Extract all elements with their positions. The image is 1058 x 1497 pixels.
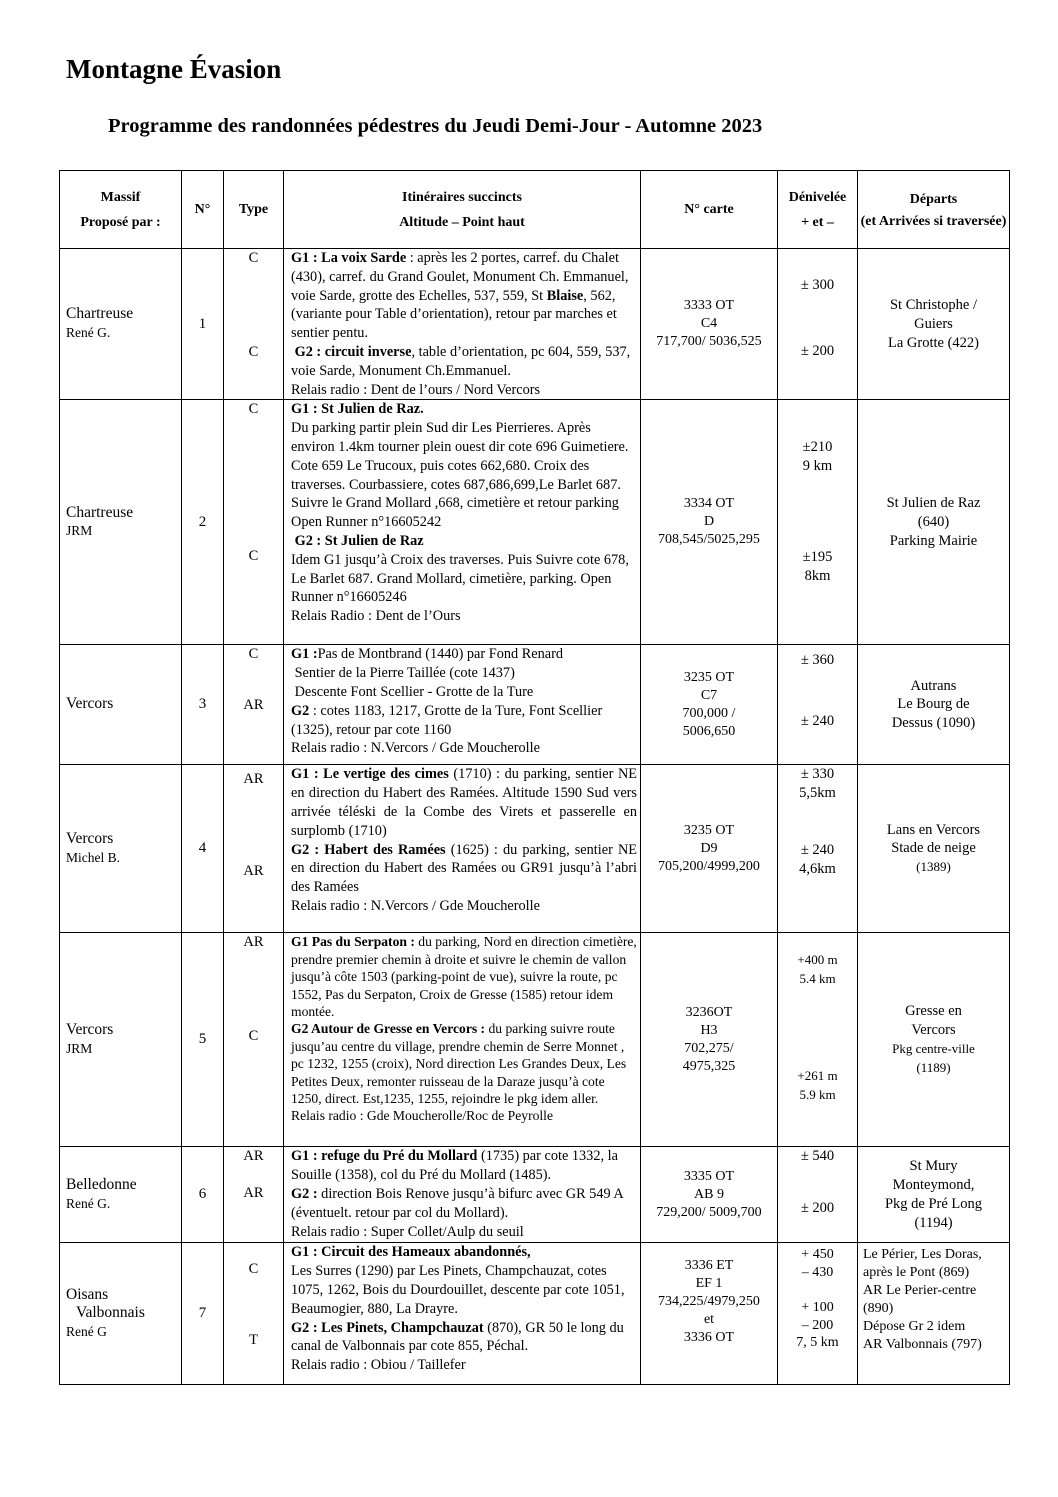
col-header-itin: Itinéraires succincts Altitude – Point haut xyxy=(284,171,641,249)
massif-cell: Vercors xyxy=(60,645,182,765)
table-row xyxy=(60,1243,1010,1385)
massif-cell: Oisans Valbonnais René G xyxy=(60,1243,182,1385)
type-cell: AR C xyxy=(224,933,284,1147)
itinerary-cell: G1 : St Julien de Raz. Du parking partir plein Sud dir Les Pierrieres. Après environ 1.4km tourner plein ouest dir cote 696 Guimetiere. Cote 659 Le Trucoux, puis cotes 662,680. Croix des traverses. Courbassiere, cotes 687,686,699,Le Barlet 687. Suivre le Grand Mollard ,668, cimetière et retour parking Open Runner n°16605242 G2 : St Julien de Raz Idem G1 jusqu’à Croix des traverses. Puis Suivre cote 678, Le Barlet 687. Grand Mollard, cimetière, parking. Open Runner n°16605246 Relais Radio : Dent de l’Ours xyxy=(284,400,641,645)
table-row xyxy=(60,249,1010,400)
type-cell: AR AR xyxy=(224,765,284,933)
deniv-cell: ±210 9 km ±195 8km xyxy=(778,400,858,645)
carte-cell: 3235 OT C7 700,000 / 5006,650 xyxy=(641,645,778,765)
table-row xyxy=(60,400,1010,645)
num-cell: 1 xyxy=(182,249,224,400)
massif-cell: Belledonne René G. xyxy=(60,1147,182,1243)
itinerary-cell: G1 : Circuit des Hameaux abandonnés, Les Surres (1290) par Les Pinets, Champchauzat, cotes 1075, 1262, Bois du Dourdouillet, descente par cote 1051, Beaumogier, 880, La Drayre. G2 : Les Pinets, Champchauzat (870), GR 50 le long du canal de Valbonnais par cote 855, Péchal. Relais radio : Obiou / Taillefer xyxy=(284,1243,641,1385)
carte-cell: 3235 OT D9 705,200/4999,200 xyxy=(641,765,778,933)
deniv-cell: +400 m 5.4 km +261 m 5.9 km xyxy=(778,933,858,1147)
departs-cell: St Julien de Raz (640) Parking Mairie xyxy=(858,400,1010,645)
massif-cell: Vercors Michel B. xyxy=(60,765,182,933)
col-header-massif: Massif Proposé par : xyxy=(60,171,182,249)
deniv-cell: ± 330 5,5km ± 240 4,6km xyxy=(778,765,858,933)
carte-cell: 3333 OT C4 717,700/ 5036,525 xyxy=(641,249,778,400)
num-cell: 6 xyxy=(182,1147,224,1243)
carte-cell: 3335 OT AB 9 729,200/ 5009,700 xyxy=(641,1147,778,1243)
itinerary-cell: G1 : La voix Sarde : après les 2 portes, carref. du Chalet (430), carref. du Grand Goulet, Monument Ch. Emmanuel, voie Sarde, grotte des Echelles, 537, 559, St Blaise, 562, (variante pour Table d’orientation), retour par marches et sentier pentu. G2 : circuit inverse, table d’orientation, pc 604, 559, 537, voie Sarde, Monument Ch.Emmanuel. Relais radio : Dent de l’ours / Nord Vercors xyxy=(284,249,641,400)
table-row xyxy=(60,645,1010,765)
departs-cell: Autrans Le Bourg de Dessus (1090) xyxy=(858,645,1010,765)
col-header-carte: N° carte xyxy=(641,171,778,249)
table-row xyxy=(60,765,1010,933)
type-cell: C T xyxy=(224,1243,284,1385)
num-cell: 5 xyxy=(182,933,224,1147)
massif-cell: Vercors JRM xyxy=(60,933,182,1147)
type-cell: C AR xyxy=(224,645,284,765)
itinerary-cell: G1 : Le vertige des cimes (1710) : du parking, sentier NE en direction du Habert des Ramées. Altitude 1590 Sud vers arrivée téléski de la Combe des Virets et passerelle en surplomb (1710) G2 : Habert des Ramées (1625) : du parking, sentier NE en direction du Habert des Ramées ou GR91 jusqu’à l’abri des Ramées Relais radio : N.Vercors / Gde Moucherolle xyxy=(284,765,641,933)
departs-cell: St Mury Monteymond, Pkg de Pré Long (1194) xyxy=(858,1147,1010,1243)
itinerary-cell: G1 : refuge du Pré du Mollard (1735) par cote 1332, la Souille (1358), col du Pré du Mollard (1485). G2 : direction Bois Renove jusqu’à bifurc avec GR 549 A (éventuelt. retour par col du Mollard). Relais radio : Super Collet/Aulp du seuil xyxy=(284,1147,641,1243)
page-subtitle: Programme des randonnées pédestres du Jeudi Demi-Jour - Automne 2023 xyxy=(108,115,763,137)
deniv-cell: ± 360 ± 240 xyxy=(778,645,858,765)
itinerary-cell: G1 :Pas de Montbrand (1440) par Fond Renard Sentier de la Pierre Taillée (cote 1437) Descente Font Scellier - Grotte de la Ture G2 : cotes 1183, 1217, Grotte de la Ture, Font Scellier (1325), retour par cote 1160 Relais radio : N.Vercors / Gde Moucherolle xyxy=(284,645,641,765)
col-header-deniv: Dénivelée + et – xyxy=(778,171,858,249)
col-header-departs: Départs (et Arrivées si traversée) xyxy=(858,171,1010,249)
page-title: Montagne Évasion xyxy=(66,54,282,84)
deniv-cell: + 450 – 430 + 100 – 200 7, 5 km xyxy=(778,1243,858,1385)
type-cell: C C xyxy=(224,249,284,400)
massif-cell: Chartreuse René G. xyxy=(60,249,182,400)
col-header-type: Type xyxy=(224,171,284,249)
departs-cell: Lans en Vercors Stade de neige (1389) xyxy=(858,765,1010,933)
deniv-cell: ± 300 ± 200 xyxy=(778,249,858,400)
table-row xyxy=(60,933,1010,1147)
departs-cell: Gresse en Vercors Pkg centre-ville (1189) xyxy=(858,933,1010,1147)
table-row xyxy=(60,1147,1010,1243)
num-cell: 2 xyxy=(182,400,224,645)
col-header-num: N° xyxy=(182,171,224,249)
type-cell: C C xyxy=(224,400,284,645)
massif-cell: Chartreuse JRM xyxy=(60,400,182,645)
carte-cell: 3336 ET EF 1 734,225/4979,250 et 3336 OT xyxy=(641,1243,778,1385)
num-cell: 7 xyxy=(182,1243,224,1385)
carte-cell: 3236OT H3 702,275/ 4975,325 xyxy=(641,933,778,1147)
deniv-cell: ± 540 ± 200 xyxy=(778,1147,858,1243)
table-header-row xyxy=(60,171,1010,249)
num-cell: 3 xyxy=(182,645,224,765)
hikes-table xyxy=(59,170,1010,1385)
carte-cell: 3334 OT D 708,545/5025,295 xyxy=(641,400,778,645)
departs-cell: Le Périer, Les Doras, après le Pont (869) AR Le Perier-centre (890) Dépose Gr 2 idem AR Valbonnais (797) xyxy=(858,1243,1010,1385)
itinerary-cell: G1 Pas du Serpaton : du parking, Nord en direction cimetière, prendre premier chemin à droite et suivre le chemin de vallon jusqu’à côte 1503 (parking-point de vue), suivre la route, pc 1552, Pas du Serpaton, Croix de Gresse (1585) retour idem montée. G2 Autour de Gresse en Vercors : du parking suivre route jusqu’au centre du village, prendre chemin de Serre Monnet , pc 1232, 1255 (croix), Nord direction Les Grandes Deux, Les Petites Deux, remonter ruisseau de la Daraze jusqu’à cote 1250, direct. Est,1235, 1255, rejoindre le pkg idem aller. Relais radio : Gde Moucherolle/Roc de Peyrolle xyxy=(284,933,641,1147)
num-cell: 4 xyxy=(182,765,224,933)
departs-cell: St Christophe / Guiers La Grotte (422) xyxy=(858,249,1010,400)
type-cell: AR AR xyxy=(224,1147,284,1243)
